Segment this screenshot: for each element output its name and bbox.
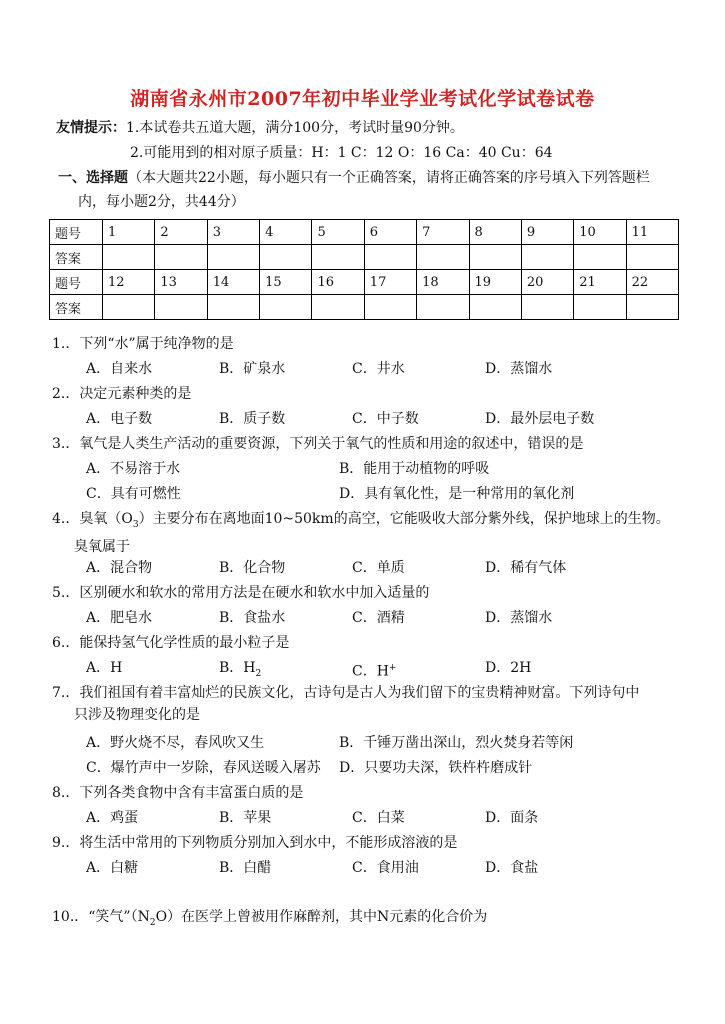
question-number-cell: 4 [260, 220, 312, 245]
option-b[interactable]: B．矿泉水 [219, 361, 286, 377]
answer-cell[interactable] [260, 245, 312, 270]
section-1-heading: 一、选择题 [58, 170, 128, 186]
option-d[interactable]: D．食盐 [485, 860, 539, 876]
option-d[interactable]: D．2H [485, 660, 532, 676]
question-4-options [86, 557, 686, 579]
answer-cell[interactable] [521, 245, 573, 270]
tips-label: 友情提示： [56, 120, 126, 136]
question-number-cell: 8 [469, 220, 521, 245]
question-5-stem: 5.．区别硬水和软水的常用方法是在硬水和软水中加入适量的 [52, 585, 430, 601]
question-4-stem-part-1: 4.．臭氧（O [52, 511, 133, 527]
question-7-options-row-2 [86, 757, 686, 779]
row-label-number: 题号 [50, 220, 103, 245]
answer-cell[interactable] [207, 245, 259, 270]
answer-cell[interactable] [364, 245, 416, 270]
option-c[interactable]: C．酒精 [352, 610, 405, 626]
question-3-stem: 3.．氧气是人类生产活动的重要资源，下列关于氧气的性质和用途的叙述中，错误的是 [52, 436, 584, 452]
option-a[interactable]: A．电子数 [86, 411, 153, 427]
option-a[interactable]: A．野火烧不尽，春风吹又生 [86, 735, 265, 751]
question-8-options [86, 807, 686, 829]
question-number-cell: 16 [312, 270, 364, 295]
answer-cell[interactable] [364, 295, 416, 320]
answer-table-row-numbers-2 [50, 270, 679, 295]
option-c[interactable]: C．单质 [352, 560, 405, 576]
answer-cell[interactable] [574, 245, 626, 270]
option-b[interactable]: B．质子数 [219, 411, 286, 427]
question-8-stem: 8.．下列各类食物中含有丰富蛋白质的是 [52, 785, 304, 801]
answer-table-row-numbers-1 [50, 220, 679, 245]
answer-cell[interactable] [103, 295, 155, 320]
section-1-desc: （本大题共22小题，每小题只有一个正确答案，请将正确答案的序号填入下列答题栏 [128, 170, 650, 186]
question-1-options [86, 358, 686, 380]
option-a[interactable]: A．肥皂水 [86, 610, 153, 626]
question-7-stem [52, 682, 692, 726]
answer-cell[interactable] [574, 295, 626, 320]
option-b[interactable]: B．千锤万凿出深山，烈火焚身若等闲 [339, 735, 574, 751]
answer-cell[interactable] [469, 245, 521, 270]
option-d[interactable]: D．稀有气体 [485, 560, 567, 576]
question-10-stem-part-1: 10.．“笑气”（N [52, 909, 150, 925]
question-number-cell: 21 [574, 270, 626, 295]
question-10-stem [52, 906, 692, 934]
question-number-cell: 12 [103, 270, 155, 295]
option-c[interactable]: C．具有可燃性 [86, 486, 181, 502]
tips-line-1: 1.本试卷共五道大题，满分100分，考试时量90分钟。 [126, 120, 464, 136]
question-number-cell: 10 [574, 220, 626, 245]
question-number-cell: 18 [417, 270, 469, 295]
question-9-options [86, 857, 686, 879]
option-b-text: B．H [219, 660, 256, 676]
question-number-cell: 1 [103, 220, 155, 245]
option-a[interactable]: A．不易溶于水 [86, 461, 181, 477]
option-c-text: C．H [352, 663, 389, 680]
answer-cell[interactable] [626, 295, 678, 320]
option-d[interactable]: D．最外层电子数 [485, 411, 595, 427]
answer-cell[interactable] [626, 245, 678, 270]
option-d[interactable]: D．面条 [485, 810, 539, 826]
question-number-cell: 15 [260, 270, 312, 295]
answer-cell[interactable] [155, 295, 207, 320]
option-c[interactable]: C．食用油 [352, 860, 419, 876]
question-4-stem-part-2: ）主要分布在离地面10~50km的高空，它能吸收大部分紫外线，保护地球上的生物。 [138, 511, 670, 527]
answer-table-row-answers-2 [50, 295, 679, 320]
question-3-options-row-2 [86, 483, 686, 505]
question-6-options [86, 657, 686, 685]
question-number-cell: 9 [521, 220, 573, 245]
option-b[interactable]: B．苹果 [219, 810, 272, 826]
answer-cell[interactable] [155, 245, 207, 270]
answer-cell[interactable] [103, 245, 155, 270]
row-label-answer: 答案 [50, 245, 103, 270]
answer-cell[interactable] [469, 295, 521, 320]
question-number-cell: 20 [521, 270, 573, 295]
answer-cell[interactable] [207, 295, 259, 320]
option-a[interactable]: A．鸡蛋 [86, 810, 139, 826]
option-d[interactable]: D．蒸馏水 [485, 361, 553, 377]
option-a[interactable]: A．白糖 [86, 860, 139, 876]
option-b[interactable]: B．化合物 [219, 560, 286, 576]
question-number-cell: 6 [364, 220, 416, 245]
question-number-cell: 14 [207, 270, 259, 295]
question-6-stem: 6.．能保持氢气化学性质的最小粒子是 [52, 635, 290, 651]
subscript: 3 [132, 519, 139, 530]
question-number-cell: 13 [155, 270, 207, 295]
question-number-cell: 17 [364, 270, 416, 295]
option-c[interactable]: C．井水 [352, 361, 405, 377]
option-a[interactable]: A．自来水 [86, 361, 153, 377]
question-7-stem-line-1: 7.．我们祖国有着丰富灿烂的民族文化，古诗句是古人为我们留下的宝贵精神财富。下列诗句中 [52, 685, 640, 701]
question-7-options-row-1 [86, 732, 686, 754]
question-number-cell: 22 [626, 270, 678, 295]
question-2-stem: 2.．决定元素种类的是 [52, 386, 192, 402]
question-2-options [86, 408, 686, 430]
question-3-options-row-1 [86, 458, 686, 480]
option-c[interactable]: C．中子数 [352, 411, 419, 427]
answer-table-row-answers-1 [50, 245, 679, 270]
question-number-cell: 5 [312, 220, 364, 245]
answer-cell[interactable] [312, 245, 364, 270]
subscript: 2 [149, 917, 156, 928]
exam-title: 湖南省永州市2007年初中毕业学业考试化学试卷试卷 [130, 88, 595, 110]
option-c[interactable]: C．爆竹声中一岁除，春风送暖入屠苏 [86, 760, 321, 776]
question-number-cell: 11 [626, 220, 678, 245]
answer-cell[interactable] [312, 295, 364, 320]
question-9-stem: 9.．将生活中常用的下列物质分别加入到水中，不能形成溶液的是 [52, 835, 458, 851]
section-1-desc-cont: 内，每小题2分，共44分） [78, 194, 245, 210]
answer-cell[interactable] [260, 295, 312, 320]
question-number-cell: 3 [207, 220, 259, 245]
option-a[interactable]: A．H [86, 660, 123, 676]
answer-cell[interactable] [417, 245, 469, 270]
question-4-stem-line-2: 臭氧属于 [74, 538, 130, 555]
option-d[interactable]: D．只要功夫深，铁杵杵磨成针 [339, 760, 533, 776]
option-b[interactable]: B．白醋 [219, 860, 272, 876]
row-label-number: 题号 [50, 270, 103, 295]
superscript: + [388, 663, 397, 673]
question-7-stem-line-2: 只涉及物理变化的是 [74, 707, 200, 723]
option-a[interactable]: A．混合物 [86, 560, 153, 576]
row-label-answer: 答案 [50, 295, 103, 320]
section-1-instructions [58, 166, 688, 214]
question-number-cell: 7 [417, 220, 469, 245]
option-d[interactable]: D．具有氧化性，是一种常用的氧化剂 [339, 486, 575, 502]
option-b[interactable]: B．食盐水 [219, 610, 286, 626]
question-1-stem: 1.．下列“水”属于纯净物的是 [52, 336, 234, 352]
answer-cell[interactable] [521, 295, 573, 320]
option-d[interactable]: D．蒸馏水 [485, 610, 553, 626]
question-number-cell: 19 [469, 270, 521, 295]
option-c[interactable]: C．白菜 [352, 810, 405, 826]
subscript: 2 [255, 668, 262, 679]
question-4-stem [52, 508, 692, 558]
friendly-tips [56, 116, 553, 166]
question-number-cell: 2 [155, 220, 207, 245]
question-10-stem-part-2: O）在医学上曾被用作麻醉剂，其中N元素的化合价为 [155, 909, 488, 925]
option-b[interactable] [219, 657, 352, 685]
tips-line-2: 2.可能用到的相对原子质量：H：1 C：12 O：16 Ca：40 Cu：64 [130, 145, 553, 161]
answer-cell[interactable] [417, 295, 469, 320]
option-b[interactable]: B．能用于动植物的呼吸 [339, 461, 490, 477]
answer-table [49, 219, 679, 320]
option-c[interactable] [352, 657, 485, 685]
question-5-options [86, 607, 686, 629]
